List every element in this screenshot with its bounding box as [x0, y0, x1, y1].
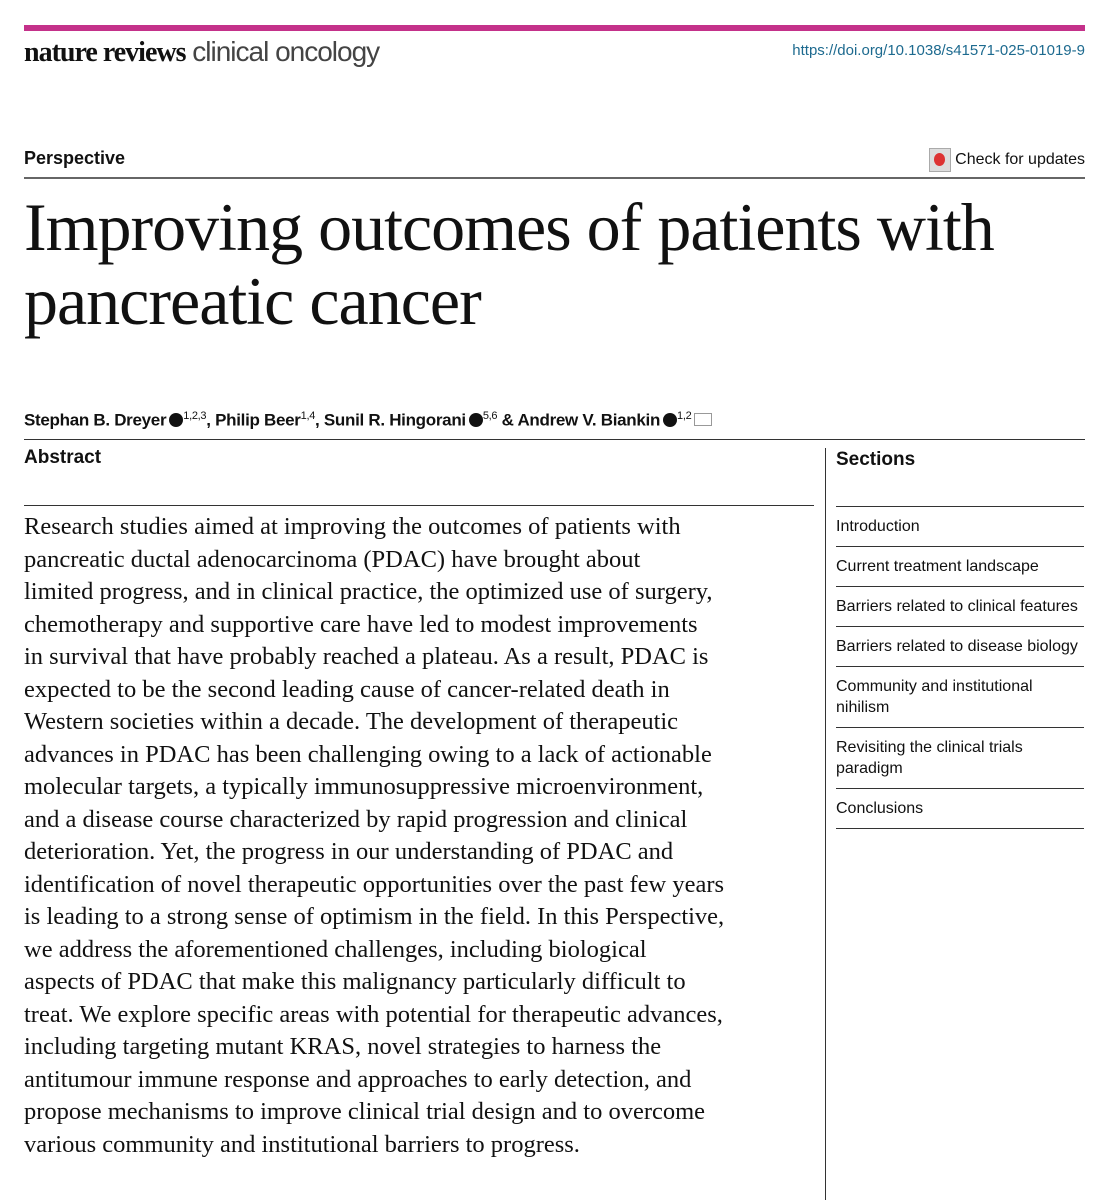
abstract-line: chemotherapy and supportive care have led to modest improvements: [24, 610, 698, 638]
orcid-icon[interactable]: [469, 413, 483, 427]
author-affiliations: 1,4: [300, 410, 316, 422]
abstract-line: propose mechanisms to improve clinical trial design and to overcome: [24, 1098, 706, 1125]
check-updates-label: Check for updates: [955, 151, 1085, 168]
sections-nav: [836, 506, 1084, 829]
author-separator: &: [497, 410, 518, 430]
check-for-updates-button[interactable]: [929, 148, 1085, 172]
author-separator: ,: [206, 410, 216, 430]
author-list: [24, 410, 712, 431]
abstract-line: we address the aforementioned challenges, including biological: [24, 935, 647, 963]
divider: [24, 439, 1085, 440]
abstract-line: identification of novel therapeutic opportunities over the past few years: [24, 870, 725, 898]
orcid-icon[interactable]: [663, 413, 677, 427]
doi-link[interactable]: https://doi.org/10.1038/s41571-025-01019-9: [792, 42, 1085, 59]
author-affiliations: 1,2,3: [183, 410, 207, 422]
abstract-line: in survival that have probably reached a plateau. As a result, PDAC is: [24, 643, 709, 670]
section-link[interactable]: Community and institutional nihilism: [836, 667, 1084, 728]
abstract-line: deterioration. Yet, the progress in our understanding of PDAC and: [24, 838, 674, 865]
section-link[interactable]: Current treatment landscape: [836, 547, 1084, 587]
abstract-line: and a disease course characterized by rapid progression and clinical: [24, 805, 688, 833]
journal-name-light: clinical oncology: [192, 36, 380, 67]
abstract-line: expected to be the second leading cause of cancer-related death in: [24, 675, 670, 703]
sections-heading: Sections: [836, 449, 916, 470]
abstract-text: [24, 511, 824, 1161]
abstract-line: aspects of PDAC that make this malignancy particularly difficult to: [24, 968, 686, 995]
journal-logo: [24, 36, 379, 69]
abstract-line: Research studies aimed at improving the outcomes of patients with: [24, 513, 681, 540]
orcid-icon[interactable]: [169, 413, 183, 427]
journal-color-bar: [24, 25, 1085, 31]
journal-name-bold: nature reviews: [24, 37, 186, 68]
author-separator: ,: [315, 410, 324, 430]
author-name[interactable]: Sunil R. Hingorani: [323, 410, 466, 430]
abstract-line: various community and institutional barriers to progress.: [24, 1130, 580, 1158]
section-link[interactable]: Conclusions: [836, 789, 1084, 829]
abstract-line: advances in PDAC has been challenging owing to a lack of actionable: [24, 740, 712, 768]
email-icon[interactable]: [694, 413, 712, 426]
abstract-line: molecular targets, a typically immunosuppressive microenvironment,: [24, 773, 704, 800]
author-affiliations: 1,2: [677, 410, 692, 422]
abstract-line: Western societies within a decade. The development of therapeutic: [24, 708, 679, 735]
article-type: Perspective: [24, 148, 126, 168]
abstract-line: including targeting mutant KRAS, novel strategies to harness the: [24, 1033, 662, 1060]
divider: [24, 177, 1085, 179]
section-link[interactable]: Introduction: [836, 507, 1084, 547]
abstract-line: antitumour immune response and approaches to early detection, and: [24, 1065, 692, 1093]
abstract-line: treat. We explore specific areas with potential for therapeutic advances,: [24, 1000, 723, 1028]
column-divider: [825, 448, 826, 1200]
abstract-line: limited progress, and in clinical practice, the optimized use of surgery,: [24, 578, 713, 605]
author-name[interactable]: Stephan B. Dreyer: [24, 410, 167, 430]
author-affiliations: 5,6: [482, 410, 498, 422]
author-name[interactable]: Philip Beer: [215, 410, 301, 430]
section-link[interactable]: Barriers related to clinical features: [836, 587, 1084, 627]
crossmark-icon: [929, 148, 951, 172]
divider: [24, 505, 814, 506]
abstract-line: is leading to a strong sense of optimism in the field. In this Perspective,: [24, 903, 725, 930]
abstract-heading: Abstract: [24, 447, 102, 468]
article-title: Improving outcomes of patients with pancreatic cancer: [24, 189, 994, 339]
section-link[interactable]: Revisiting the clinical trials paradigm: [836, 728, 1084, 789]
section-link[interactable]: Barriers related to disease biology: [836, 627, 1084, 667]
abstract-line: pancreatic ductal adenocarcinoma (PDAC) have brought about: [24, 545, 641, 573]
author-name[interactable]: Andrew V. Biankin: [517, 410, 661, 430]
